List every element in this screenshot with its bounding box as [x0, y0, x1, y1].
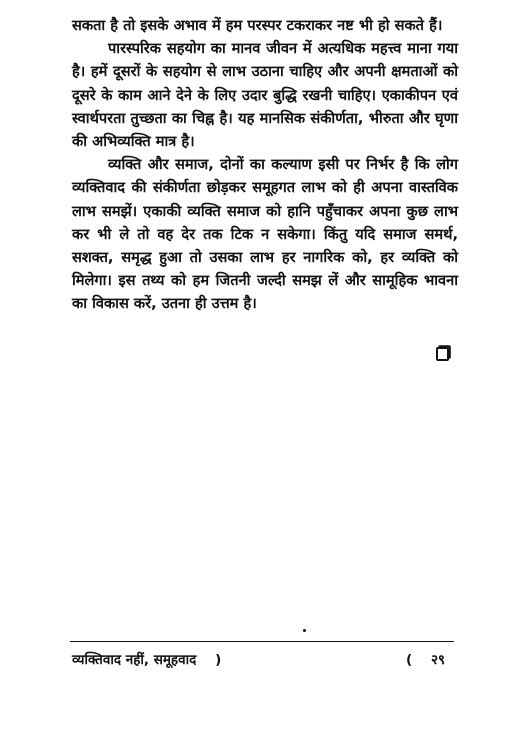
footer-chapter-title: व्यक्तिवाद नहीं, समूहवाद ) [72, 652, 222, 668]
body-text [72, 14, 458, 316]
paragraph-cooperation: पारस्परिक सहयोग का मानव जीवन में अत्यधिक महत्त्व माना गया है। हमें दूसरों के सहयोग से लाभ उठाना चाहिए और अपनी क्षमताओं को दूसरे के काम आने देने के लिए उदार बुद्धि रखनी चाहिए। एकाकीपन एवं स्वार्थपरता तुच्छता का चिह्न है। यह मानसिक संकीर्णता, भीरुता और घृणा की अभिव्यक्ति मात्र है। [72, 40, 458, 151]
footer-page-number: ( २९ [406, 652, 446, 668]
paragraph-continued: सकता है तो इसके अभाव में हम परस्पर टकराकर नष्ट भी हो सकते हैं। [72, 17, 443, 34]
paragraph-individual-society: व्यक्ति और समाज, दोनों का कल्याण इसी पर निर्भर है कि लोग व्यक्तिवाद की संकीर्णता छोड़कर समूहगत लाभ को ही अपना वास्तविक लाभ समझें। एकाकी व्यक्ति समाज को हानि पहुँचाकर अपना कुछ लाभ कर भी ले तो वह देर तक टिक न सकेगा। किंतु यदि समाज समर्थ, सशक्त, समृद्ध हुआ तो उसका लाभ हर नागरिक को, हर व्यक्ति को मिलेगा। इस तथ्य को हम जितनी जल्दी समझ लें और सामूहिक भावना का विकास करें, उतना ही उत्तम है। [72, 156, 458, 313]
section-end-square-icon [436, 347, 449, 361]
print-dot [303, 629, 306, 632]
footer-divider [70, 641, 454, 642]
